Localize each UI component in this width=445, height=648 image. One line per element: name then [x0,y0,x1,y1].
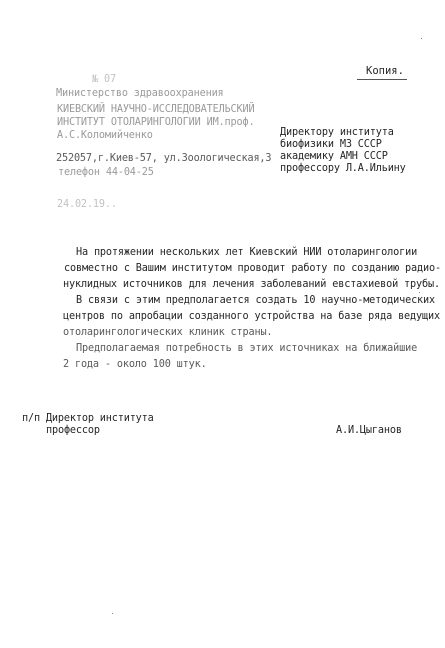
addressee-line: Директору института [280,127,394,138]
signature-title: п/п Директор института [22,413,154,424]
body-line: На протяжении нескольких лет Киевский НИИ отоларингологии [76,247,418,258]
signature-rank: профессор [46,425,100,436]
letterhead-ref-number: № 07 [92,74,116,85]
signature-name: А.И.Цыганов [336,425,402,436]
letterhead-institute-name: А.С.Коломийченко [57,130,153,141]
letter-date: 24.02.19.. [57,199,117,210]
letterhead-institute-line1: КИЕВСКИЙ НАУЧНО-ИССЛЕДОВАТЕЛЬСКИЙ [57,104,255,115]
body-line: отоларингологических клиник страны. [63,327,273,338]
body-line: нуклидных источников для лечения заболеваний евстахиевой трубы. [63,279,440,290]
body-line: Предполагаемая потребность в этих источниках на ближайшие [76,343,418,354]
addressee-line: академику АМН СССР [280,151,388,162]
copy-label: Копия. [366,65,404,77]
letterhead-address: 252057,г.Киев-57, ул.Зоологическая,3 [56,153,272,164]
scan-speck [421,38,422,39]
body-line: центров по апробации созданного устройства на базе ряда ведущих [63,311,440,322]
letterhead-phone: телефон 44-04-25 [58,167,154,178]
body-line: 2 года - около 100 штук. [63,359,207,370]
scan-speck [419,292,420,293]
copy-underline [357,79,407,80]
letterhead-ministry: Министерство здравоохранения [56,88,224,99]
addressee-line: биофизики МЗ СССР [280,139,382,150]
letterhead-institute-line2: ИНСТИТУТ ОТОЛАРИНГОЛОГИИ ИМ.проф. [57,117,255,128]
scan-speck [112,613,113,614]
body-line: В связи с этим предполагается создать 10 научно-методических [76,295,436,306]
body-line: совместно с Вашим институтом проводит работу по созданию радио- [64,263,441,274]
addressee-line: профессору Л.А.Ильину [280,163,406,174]
